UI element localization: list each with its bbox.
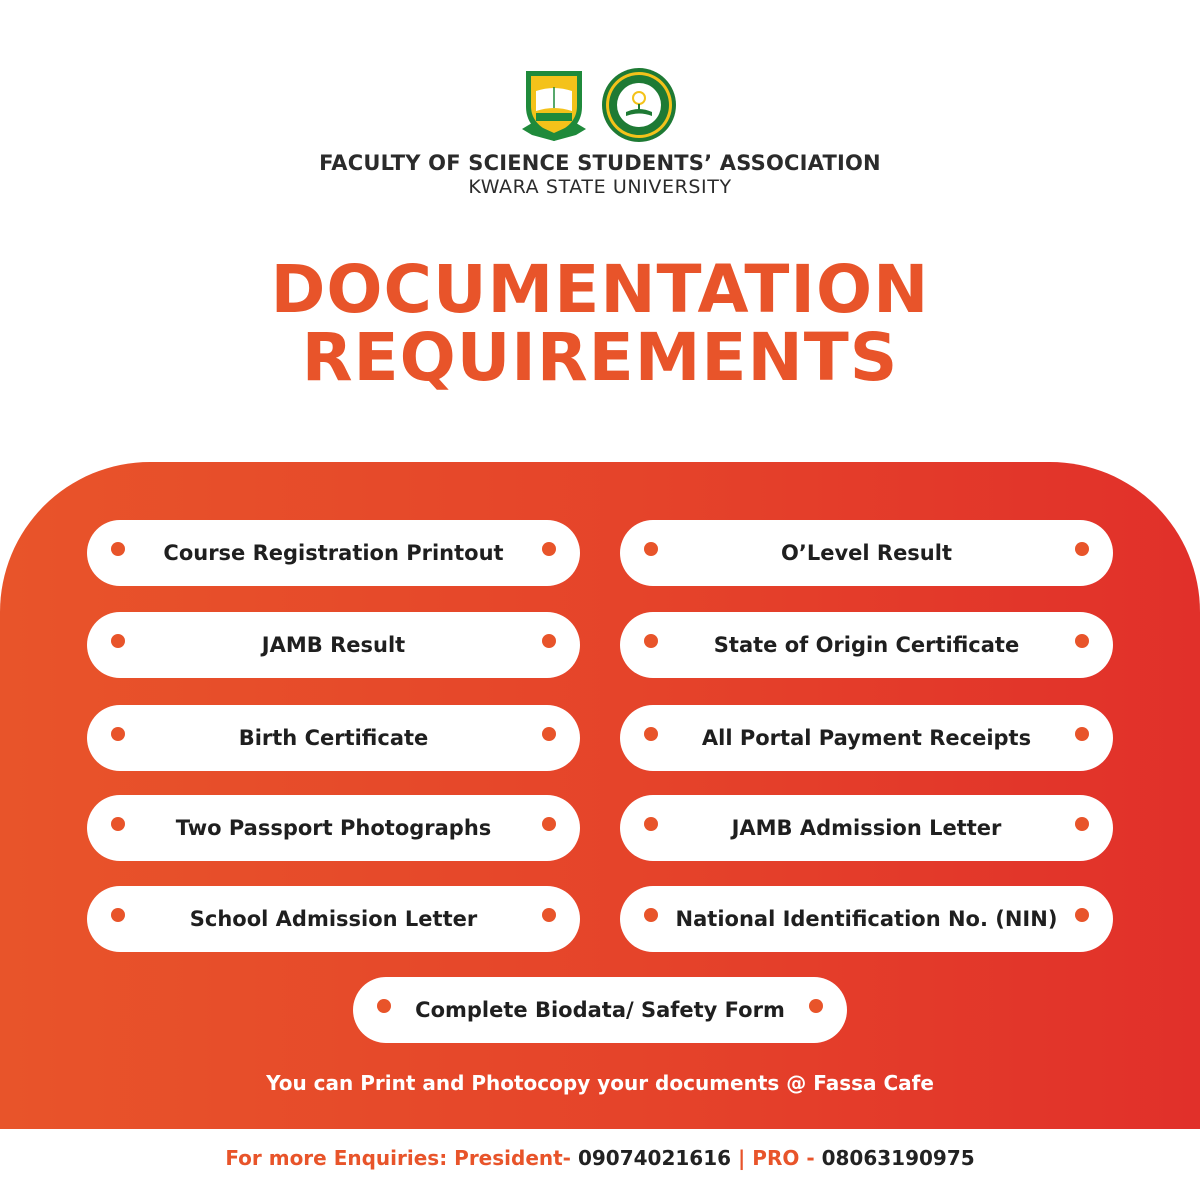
requirement-item <box>87 795 580 861</box>
bullet-icon <box>542 634 556 648</box>
requirement-item <box>620 886 1113 952</box>
bullet-icon <box>809 999 823 1013</box>
bullet-icon <box>1075 727 1089 741</box>
requirement-label: JAMB Result <box>261 633 406 657</box>
bullet-icon <box>644 727 658 741</box>
bullet-icon <box>542 542 556 556</box>
requirement-item <box>353 977 847 1043</box>
university-name: KWARA STATE UNIVERSITY <box>468 176 732 198</box>
requirement-label: All Portal Payment Receipts <box>701 726 1032 750</box>
kwasu-shield-logo-icon <box>522 67 586 143</box>
fassa-seal-logo-icon <box>600 66 678 144</box>
requirement-label: JAMB Admission Letter <box>731 816 1002 840</box>
requirement-label: O’Level Result <box>781 541 952 565</box>
pro-label: PRO - <box>752 1146 815 1170</box>
footer-separator: | <box>738 1146 746 1170</box>
bullet-icon <box>644 817 658 831</box>
pro-phone: 08063190975 <box>821 1146 975 1170</box>
print-note: You can Print and Photocopy your documents @ Fassa Cafe <box>266 1071 934 1095</box>
bullet-icon <box>644 542 658 556</box>
requirement-label: School Admission Letter <box>189 907 478 931</box>
bullet-icon <box>111 727 125 741</box>
contact-footer <box>0 1146 1200 1170</box>
enquiries-label: For more Enquiries: President- <box>225 1146 571 1170</box>
bullet-icon <box>111 542 125 556</box>
requirement-label: Course Registration Printout <box>163 541 504 565</box>
requirement-item <box>87 612 580 678</box>
bullet-icon <box>1075 908 1089 922</box>
requirement-label: Birth Certificate <box>238 726 429 750</box>
bullet-icon <box>542 817 556 831</box>
bullet-icon <box>1075 634 1089 648</box>
bullet-icon <box>644 634 658 648</box>
requirement-item <box>87 520 580 586</box>
bullet-icon <box>542 908 556 922</box>
requirement-item <box>620 795 1113 861</box>
requirement-label: Two Passport Photographs <box>175 816 492 840</box>
bullet-icon <box>377 999 391 1013</box>
requirement-label: Complete Biodata/ Safety Form <box>415 998 785 1022</box>
requirement-label: State of Origin Certificate <box>713 633 1020 657</box>
header-logos <box>0 66 1200 144</box>
bullet-icon <box>644 908 658 922</box>
bullet-icon <box>111 634 125 648</box>
page-title-line-1: DOCUMENTATION <box>270 251 930 328</box>
requirement-item <box>87 705 580 771</box>
bullet-icon <box>542 727 556 741</box>
bullet-icon <box>1075 817 1089 831</box>
org-name: FACULTY OF SCIENCE STUDENTS’ ASSOCIATION <box>319 151 881 175</box>
president-phone: 09074021616 <box>577 1146 732 1170</box>
bullet-icon <box>111 817 125 831</box>
requirement-item <box>87 886 580 952</box>
requirement-item <box>620 612 1113 678</box>
bullet-icon <box>111 908 125 922</box>
requirement-item <box>620 520 1113 586</box>
requirement-label: National Identification No. (NIN) <box>675 907 1058 931</box>
page-title-line-2: REQUIREMENTS <box>301 319 899 396</box>
requirement-item <box>620 705 1113 771</box>
bullet-icon <box>1075 542 1089 556</box>
